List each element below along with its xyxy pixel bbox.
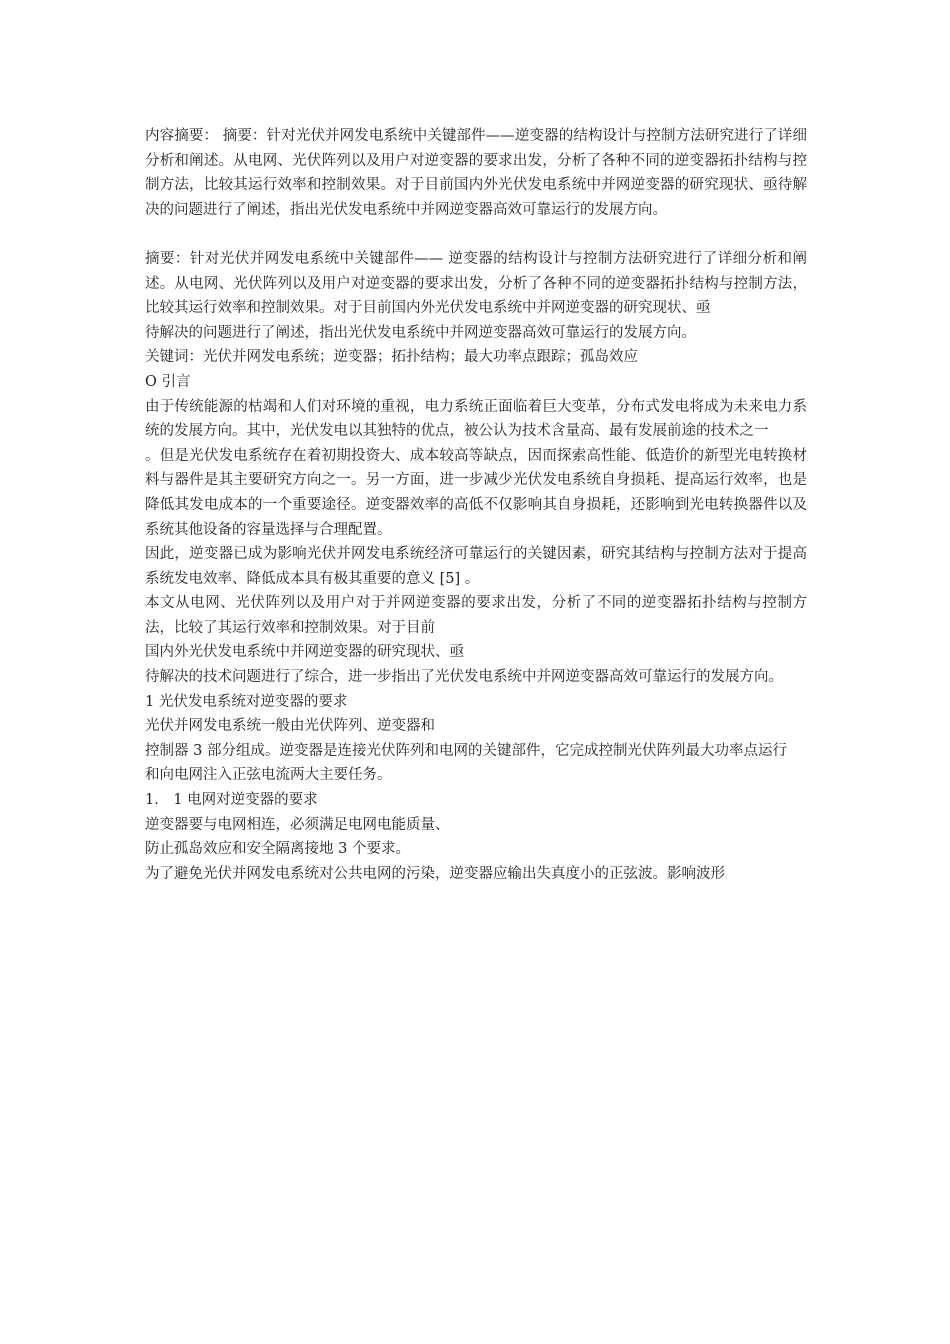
body-paragraph: 待解决的技术问题进行了综合，进一步指出了光伏发电系统中并网逆变器高效可靠运行的发展方向。 xyxy=(145,669,783,686)
body-paragraph: 控制器 3 部分组成。逆变器是连接光伏阵列和电网的关键部件，它完成控制光伏阵列最大功率点运行 xyxy=(145,742,787,759)
section-heading-intro: O 引言 xyxy=(145,373,191,390)
keywords: 关键词：光伏并网发电系统；逆变器；拓扑结构；最大功率点跟踪；孤岛效应 xyxy=(145,349,638,366)
body-paragraph: 为了避免光伏并网发电系统对公共电网的污染，逆变器应输出失真度小的正弦波。影响波形 xyxy=(145,865,725,882)
body-paragraph: 。但是光伏发电系统存在着初期投资大、成本较高等缺点，因而探索高性能、低造价的新型光电转换材料与器件是其主要研究方向之一。另一方面，进一步减少光伏发电系统自身损耗、提高运行效率，也是降低其发电成本的一个重要途径。逆变器效率的高低不仅影响其自身损耗，还影响到光电转换器件以及系统其他设备的容量选择与合理配置。 xyxy=(145,447,807,538)
body-paragraph: 光伏并网发电系统一般由光伏阵列、逆变器和 xyxy=(145,718,435,735)
body-paragraph: 和向电网注入正弦电流两大主要任务。 xyxy=(145,767,392,784)
body-paragraph: 国内外光伏发电系统中并网逆变器的研究现状、亟 xyxy=(145,644,464,661)
summary-intro: 内容摘要： 摘要：针对光伏并网发电系统中关键部件——逆变器的结构设计与控制方法研究进行了详细分析和阐述。从电网、光伏阵列以及用户对逆变器的要求出发，分析了各种不同的逆变器拓扑结构与控制方法，比较其运行效率和控制效果。对于目前国内外光伏发电系统中并网逆变器的研究现状、亟待解决的问题进行了阐述，指出光伏发电系统中并网逆变器高效可靠运行的发展方向。 xyxy=(145,128,807,218)
body-paragraph: 因此，逆变器已成为影响光伏并网发电系统经济可靠运行的关键因素，研究其结构与控制方法对于提高系统发电效率、降低成本具有极其重要的意义 [5] 。 xyxy=(145,546,807,587)
abstract-paragraph: 摘要：针对光伏并网发电系统中关键部件—— 逆变器的结构设计与控制方法研究进行了详细分析和阐述。从电网、光伏阵列以及用户对逆变器的要求出发，分析了各种不同的逆变器拓扑结构与控制方法，比较其运行效率和控制效果。对于目前国内外光伏发电系统中并网逆变器的研究现状、亟 xyxy=(145,250,807,317)
document-page xyxy=(145,124,807,886)
section-heading-1: 1 光伏发电系统对逆变器的要求 xyxy=(145,693,348,710)
body-paragraph: 由于传统能源的枯竭和人们对环境的重视，电力系统正面临着巨大变革，分布式发电将成为未来电力系统的发展方向。其中，光伏发电以其独特的优点，被公认为技术含量高、最有发展前途的技术之一 xyxy=(145,398,807,440)
subsection-heading-1-1: 1． 1 电网对逆变器的要求 xyxy=(145,792,318,809)
body-paragraph: 本文从电网、光伏阵列以及用户对于并网逆变器的要求出发，分析了不同的逆变器拓扑结构与控制方法，比较了其运行效率和控制效果。对于目前 xyxy=(145,595,807,636)
body-paragraph: 防止孤岛效应和安全隔离接地 3 个要求。 xyxy=(145,841,410,858)
body-paragraph: 逆变器要与电网相连，必须满足电网电能质量、 xyxy=(145,816,450,833)
abstract-continuation: 待解决的问题进行了阐述，指出光伏发电系统中并网逆变器高效可靠运行的发展方向。 xyxy=(145,324,696,341)
